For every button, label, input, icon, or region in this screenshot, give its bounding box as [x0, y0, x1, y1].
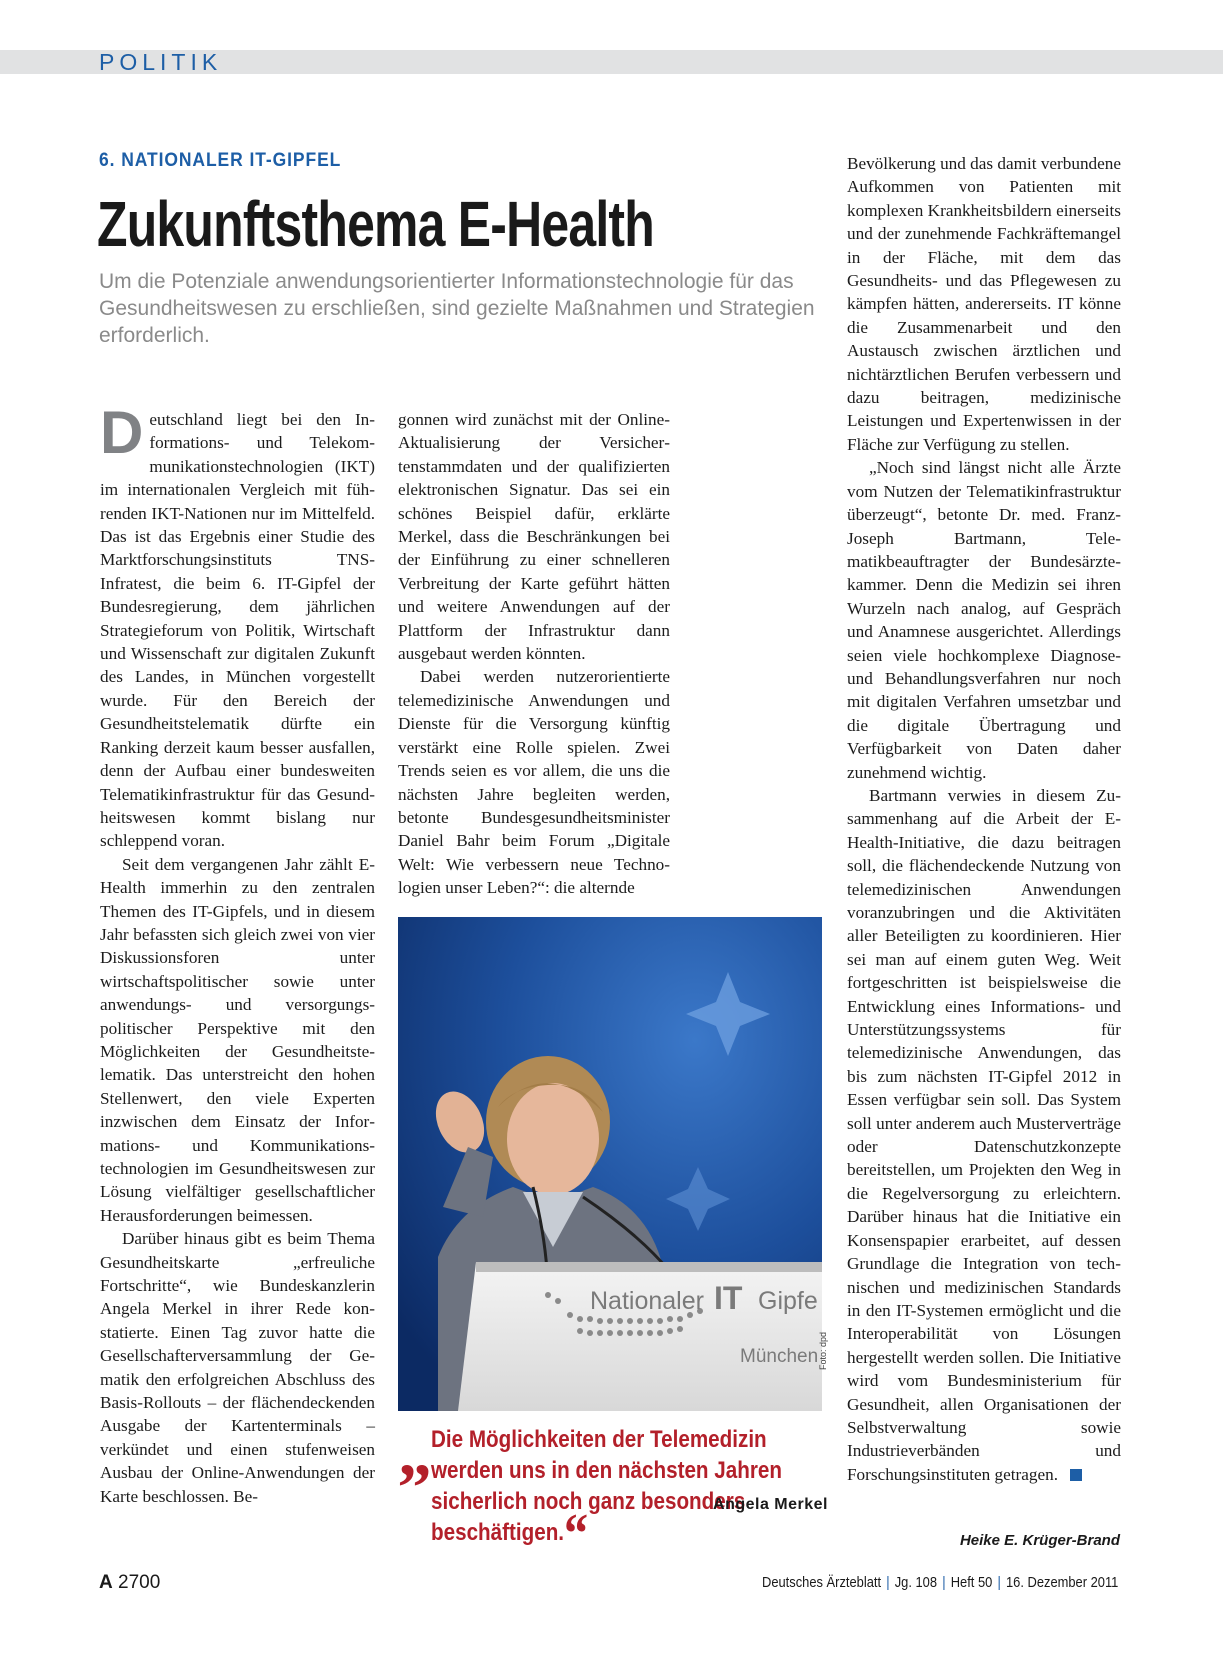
podium-text-muenchen: München	[740, 1346, 819, 1367]
article-title: Zukunftsthema E-Health	[97, 188, 654, 260]
paragraph-2: Seit dem vergangenen Jahr zählt E-Health immerhin zu den zentralen Themen des IT-Gipfels, und in diesem Jahr befassten sich gleich zwei von vier Diskussionsforen unter wirtschaftspolitischer sowie unter anwendungs- und versorgungspolitischer Perspektive mit den Möglichkeiten der Gesundheitstelematik. Das unterstreicht den hohen Stellenwert, den viele Experten inzwischen dem Einsatz der Informations- und Kommunikationstechnologien im Gesundheitswesen zur Lösung vielfältiger gesellschaftlicher Herausforderungen beimessen.	[100, 854, 375, 1225]
footer-info	[762, 1574, 1118, 1591]
paragraph-1	[100, 399, 375, 853]
article-kicker: 6. NATIONALER IT-GIPFEL	[99, 150, 342, 171]
footer-separator: |	[941, 1574, 946, 1591]
column-3	[847, 152, 1121, 1486]
section-label: POLITIK	[99, 49, 223, 75]
footer-separator: |	[885, 1574, 890, 1591]
quote-close-mark: “	[564, 1503, 589, 1565]
paragraph-4: gonnen wird zunächst mit der Online-Aktualisierung der Versichertenstammdaten und der qualifizierten elektronischen Signatur. Das sei ein schönes Beispiel dafür, erklärte Merkel, dass die Beschränkungen bei der Einführung zu einer schnelleren Verbreitung der Karte geführt hätten und weitere Anwendungen auf der Plattform der Infrastruktur dann ausgebaut werden könnten.	[398, 410, 670, 664]
page-number-value: 2700	[118, 1572, 161, 1593]
photo-merkel-podium	[398, 917, 822, 1411]
paragraph-3: Darüber hinaus gibt es beim Thema Gesundheitskarte „erfreuliche Fortschritte“, wie Bundeskanzlerin Angela Merkel in ihrer Rede konstatierte. Einen Tag zuvor hatte die Gesellschafterversammlung der Gematik den erfolgreichen Abschluss des Basis-Rollouts – der flächendeckenden Ausgabe der Kartenterminals – verkündet und einen stufenweisen Ausbau der Online-Anwendungen der Karte beschlossen. Be-	[100, 1229, 375, 1506]
quote-source: Angela Merkel	[713, 1496, 828, 1513]
paragraph-8	[847, 784, 1121, 1486]
footer-date: 16. Dezember 2011	[1005, 1574, 1118, 1591]
paragraph-1-text: eutschland liegt bei den Informations- und Telekommunikationstechnologien (IKT) im internationalen Vergleich mit führenden IKT-Nationen nur im Mittelfeld. Das ist das Ergebnis einer Studie des Marktforschungsinstituts TNS-Infratest, die beim 6. IT-Gipfel der Bundesregierung, dem jährlichen Strategieforum von Politik, Wirtschaft und Wissenschaft zur digitalen Zukunft des Landes, in München vorgestellt wurde. Für den Bereich der Gesundheitstelematik dürfte ein Ranking derzeit kaum besser ausfallen, denn der Aufbau einer bundesweiten Telematikinfrastruktur für das Gesundheitswesen kommt bislang nur schleppend voran.	[100, 410, 375, 851]
column-2	[398, 408, 670, 900]
column-1	[100, 399, 375, 1508]
quote-text-block	[431, 1424, 801, 1565]
footer-volume: Jg. 108	[894, 1574, 937, 1591]
podium-text-it: IT	[714, 1280, 743, 1316]
quote-open-mark: „	[398, 1414, 432, 1490]
page-prefix: A	[99, 1572, 113, 1593]
end-square-icon	[1070, 1469, 1082, 1481]
footer-journal: Deutsches Ärzteblatt	[761, 1574, 881, 1591]
paragraph-5: Dabei werden nutzerorientierte telemedizinische Anwendungen und Dienste für die Versorgung künftig verstärkt eine Rolle spielen. Zwei Trends seien es vor allem, die uns die nächsten Jahre begleiten werden, betonte Bundesgesundheitsminister Daniel Bahr beim Forum „Digitale Welt: Wie verbessern neue Technologien unser Leben?“: die alternde	[398, 667, 670, 898]
podium-text-nationaler: Nationaler	[590, 1287, 704, 1315]
photo-credit: Foto: dpd	[818, 1331, 828, 1370]
drop-cap: D	[100, 399, 144, 466]
paragraph-6: Bevölkerung und das damit verbundene Aufkommen von Patienten mit komplexen Krankheitsbildern einerseits und der zunehmende Fachkräftemangel in der Fläche, mit dem das Gesundheits- und das Pflegewesen zu kämpfen hätten, andererseits. IT könne die Zusammenarbeit und den Austausch zwischen ärztlichen und nichtärztlichen Berufen verbessern und dazu beitragen, medizinische Leistungen und Expertenwissen in der Fläche zur Verfügung zu stellen.	[847, 154, 1121, 454]
footer-issue: Heft 50	[950, 1574, 992, 1591]
page-number	[99, 1572, 160, 1594]
quote-text: Die Möglichkeiten der Telemedizin werden uns in den nächsten Jahren sicherlich noch ganz besonders beschäftigen.	[431, 1426, 782, 1546]
paragraph-7: „Noch sind längst nicht alle Ärzte vom Nutzen der Telematikinfrastruktur überzeugt“, betonte Dr. med. Franz-Joseph Bartmann, Telematikbeauftragter der Bundesärztekammer. Denn die Medizin sei ihren Wurzeln nach analog, auf Gespräch und Anamnese ausgerichtet. Allerdings seien viele hochkomplexe Diagnose- und Behandlungsverfahren nur noch mit digitalen Verfahren umsetzbar und die digitale Übertragung und Verfügbarkeit von Daten daher zunehmend wichtig.	[847, 458, 1121, 782]
article-lead: Um die Potenziale anwendungsorientierter Informationstechnologie für das Gesundheitswesen zu erschließen, sind gezielte Maßnahmen und Strategien erforderlich.	[99, 270, 815, 347]
paragraph-8-text: Bartmann verwies in diesem Zusammenhang auf die Arbeit der E-Health-Initiative, die dazu beitragen soll, die flächendeckende Nutzung von telemedizinischen Anwendungen voranzubringen und die Aktivitäten aller Beteiligten zu koordinieren. Hier sei man auf einem guten Weg. Weit fortgeschritten ist beispielsweise die Entwicklung eines Informations- und Unterstützungssystems für telemedizinische Anwendungen, das bis zum nächsten IT-Gipfel 2012 in Essen verfügbar sein soll. Das System soll unter anderem auch Musterverträge oder Datenschutzkonzepte bereitstellen, um Projekten den Weg in die Regelversorgung zu erleichtern. Darüber hinaus hat die Initiative ein Konsenspapier erarbeitet, auf dessen Grundlage die Integration von technischen und medizinischen Standards in den IT-Systemen ermöglicht und die Interoperabilität von Lösungen hergestellt werden sollen. Die Initiative wird vom Bundesministerium für Gesundheit, allen Organisationen der Selbstverwaltung sowie Industrieverbänden und Forschungsinstituten getragen.	[847, 785, 1121, 1484]
footer-separator: |	[997, 1574, 1001, 1591]
author-byline: Heike E. Krüger-Brand	[959, 1532, 1120, 1549]
podium-text-gipfel: Gipfe	[758, 1287, 818, 1315]
